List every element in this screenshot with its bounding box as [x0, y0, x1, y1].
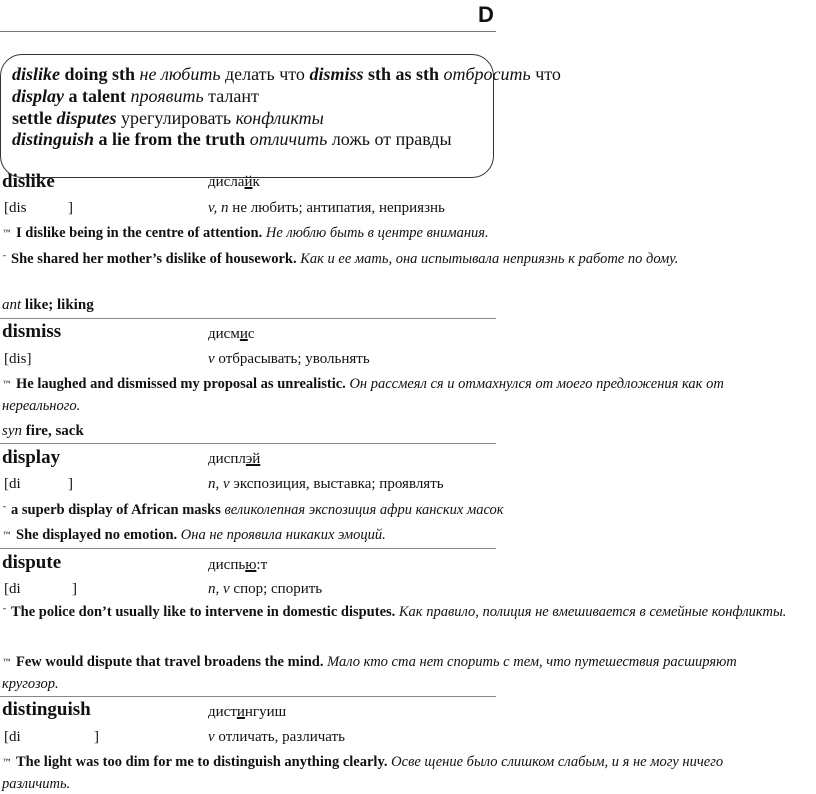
phrase-ru-italic: проявить: [130, 86, 204, 106]
header-rule: [0, 31, 496, 32]
phrase-ru: урегулировать: [116, 108, 236, 128]
phrase-ru: ложь от правды: [327, 129, 452, 149]
pronunciation: дистингуиш: [208, 704, 287, 720]
headword: dispute: [2, 552, 62, 573]
phrase-en: sth as sth: [363, 64, 444, 84]
phrase-en: a talent: [64, 86, 131, 106]
phrase-ru-italic: конфликты: [235, 108, 324, 128]
pronunciation: дисмис: [208, 326, 255, 342]
phrase-ru-italic: отбросить: [443, 64, 531, 84]
phrase-en: a lie from the truth: [94, 129, 250, 149]
definition: n, v спор; спорить: [208, 581, 323, 597]
headword: distinguish: [2, 699, 91, 720]
phrase-key: display: [12, 86, 64, 106]
phrase-ru: талант: [203, 86, 259, 106]
entry-divider: [0, 696, 496, 697]
headword: display: [2, 447, 61, 468]
headword: dislike: [2, 171, 55, 192]
example: ™ He laughed and dismissed my proposal as unrealistic. Он рассмеял ся и отмахнулся от моего предложения как от нереального.: [2, 376, 724, 414]
phrase-key: dislike: [12, 64, 60, 84]
phrase-ru-italic: не любить: [139, 64, 221, 84]
example: ™ She displayed no emotion. Она не проявила никаких эмоций.: [2, 527, 386, 543]
antonyms: ant like; liking: [2, 297, 94, 313]
phrase-ru: делать что: [220, 64, 310, 84]
example: ™ The light was too dim for me to distinguish anything clearly. Осве щение было слишком слабым, и я не могу ничего различить.: [2, 754, 724, 792]
section-letter: D: [478, 2, 494, 27]
pronunciation: дисплэй: [208, 451, 261, 467]
synonyms: syn fire, sack: [2, 423, 84, 439]
phrase-key: dismiss: [309, 64, 364, 84]
phrase-key: disputes: [56, 108, 117, 128]
example: ˉ She shared her mother’s dislike of housework. Как и ее мать, она испытывала неприязнь к работе по дому.: [2, 251, 679, 267]
example: ˉ The police don’t usually like to intervene in domestic disputes. Как правило, полиция не вмешивается в семейные конфликты.: [2, 604, 787, 620]
pronunciation: диспью:т: [208, 557, 268, 573]
entry-divider: [0, 318, 496, 319]
phrase-key: distinguish: [12, 129, 95, 149]
transcription: [di ]: [4, 581, 77, 597]
phrase-ru-italic: отличить: [249, 129, 328, 149]
pronunciation: дислайк: [208, 174, 260, 190]
transcription: [di ]: [4, 476, 73, 492]
definition: v отбрасывать; увольнять: [208, 351, 370, 367]
phrase-ru: что: [530, 64, 561, 84]
phrase-line: [12, 86, 259, 106]
definition: v отличать, различать: [208, 729, 345, 745]
transcription: [di ]: [4, 729, 99, 745]
entry-divider: [0, 443, 496, 444]
definition: v, n не любить; антипатия, неприязнь: [208, 200, 445, 216]
headword: dismiss: [2, 321, 62, 342]
phrase-line: [12, 108, 324, 128]
transcription: [dis ]: [4, 200, 73, 216]
phrase-en: doing sth: [60, 64, 140, 84]
transcription: [dis]: [4, 351, 32, 367]
example: ™ Few would dispute that travel broadens the mind. Мало кто ста нет спорить с тем, что путешествия расширяют кругозор.: [2, 654, 737, 692]
phrase-en: settle: [12, 108, 57, 128]
example: ˉ a superb display of African masks великолепная экспозиция афри канских масок: [2, 502, 504, 518]
phrase-line: [12, 64, 561, 84]
example: ™ I dislike being in the centre of attention. Не люблю быть в центре внимания.: [2, 225, 489, 241]
phrase-line: [12, 129, 452, 149]
entry-divider: [0, 548, 496, 549]
definition: n, v экспозиция, выставка; проявлять: [208, 476, 444, 492]
